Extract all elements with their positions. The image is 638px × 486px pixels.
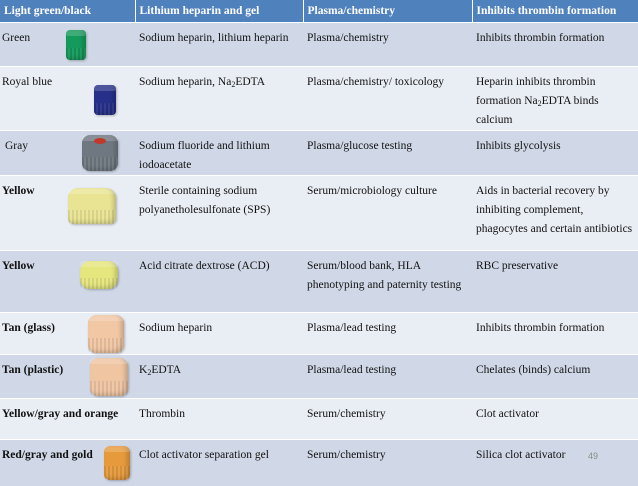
tube-color-name: Yellow/gray and orange [2, 408, 119, 420]
table-row [0, 23, 638, 67]
tube-color-name: Royal blue [2, 76, 53, 88]
tube-color-cell [0, 399, 135, 440]
header-cell: Inhibits thrombin formation [472, 0, 638, 23]
test-cell: Plasma/lead testing [303, 355, 472, 399]
header-cell: Plasma/chemistry [303, 0, 472, 23]
test-cell: Serum/microbiology culture [303, 176, 472, 251]
table-row [0, 131, 638, 176]
action-cell: Clot activator [472, 399, 638, 440]
tube-color-name: Gray [5, 140, 28, 152]
yellow-tube-cap-icon [80, 261, 118, 289]
tube-color-cell [0, 355, 135, 399]
tan-glass-tube-cap-icon [88, 315, 124, 353]
action-text: EDTA binds calcium [476, 95, 599, 126]
tube-color-cell [0, 131, 135, 176]
tube-color-name: Yellow [2, 260, 35, 272]
action-cell: Silica clot activator [472, 440, 638, 486]
additive-text: EDTA [151, 364, 182, 376]
additive-text: K [139, 364, 148, 376]
header-cell: Light green/black [0, 0, 135, 23]
additive-cell: Sodium heparin, lithium heparin [135, 23, 303, 67]
test-cell: Serum/chemistry [303, 440, 472, 486]
action-cell: RBC preservative [472, 251, 638, 313]
table-row [0, 67, 638, 131]
additive-text: Sodium heparin, Na [139, 76, 232, 88]
test-cell: Plasma/chemistry/ toxicology [303, 67, 472, 131]
action-cell: Aids in bacterial recovery by inhibiting complement, phagocytes and certain antibiotics [472, 176, 638, 251]
table-row [0, 313, 638, 355]
action-text: formation Na [476, 95, 538, 107]
table-row [0, 176, 638, 251]
tan-plastic-tube-cap-icon [90, 358, 128, 396]
table-row [0, 251, 638, 313]
tube-color-name: Tan (plastic) [2, 364, 64, 376]
header-row [0, 0, 638, 23]
test-cell: Plasma/chemistry [303, 23, 472, 67]
test-cell: Serum/blood bank, HLA phenotyping and paternity testing [303, 251, 472, 313]
tube-color-name: Green [2, 32, 31, 44]
action-cell [472, 67, 638, 131]
tube-color-name: Yellow [2, 185, 35, 197]
royal-blue-tube-cap-icon [94, 85, 116, 115]
tube-color-name: Tan (glass) [2, 322, 55, 334]
additive-cell [135, 355, 303, 399]
additive-cell: Sterile containing sodium polyanetholesulfonate (SPS) [135, 176, 303, 251]
action-cell: Inhibits thrombin formation [472, 23, 638, 67]
green-tube-cap-icon [66, 30, 86, 60]
tube-color-name: Red/gray and gold [2, 449, 93, 461]
tube-color-cell [0, 313, 135, 355]
gray-tube-cap-icon [82, 135, 118, 171]
additive-cell [135, 67, 303, 131]
additive-cell: Thrombin [135, 399, 303, 440]
test-cell: Plasma/glucose testing [303, 131, 472, 176]
tube-color-cell [0, 67, 135, 131]
tube-color-cell [0, 23, 135, 67]
action-cell: Inhibits thrombin formation [472, 313, 638, 355]
action-text: Heparin inhibits thrombin [476, 76, 596, 88]
table-row [0, 355, 638, 399]
tube-color-cell [0, 176, 135, 251]
action-cell: Inhibits glycolysis [472, 131, 638, 176]
test-cell: Plasma/lead testing [303, 313, 472, 355]
header-cell: Lithium heparin and gel [135, 0, 303, 23]
additive-text: EDTA [235, 76, 266, 88]
additive-cell: Acid citrate dextrose (ACD) [135, 251, 303, 313]
action-cell: Chelates (binds) calcium [472, 355, 638, 399]
subscript: 2 [231, 80, 236, 89]
subscript: 2 [147, 368, 152, 377]
additive-cell: Clot activator separation gel [135, 440, 303, 486]
additive-cell: Sodium fluoride and lithium iodoacetate [135, 131, 303, 176]
gold-tube-cap-icon [104, 446, 130, 480]
test-cell: Serum/chemistry [303, 399, 472, 440]
page-number: 49 [587, 451, 598, 461]
tube-color-cell [0, 251, 135, 313]
additive-cell: Sodium heparin [135, 313, 303, 355]
table-row [0, 399, 638, 440]
subscript: 2 [537, 99, 542, 108]
yellow-tube-cap-icon [68, 188, 116, 224]
